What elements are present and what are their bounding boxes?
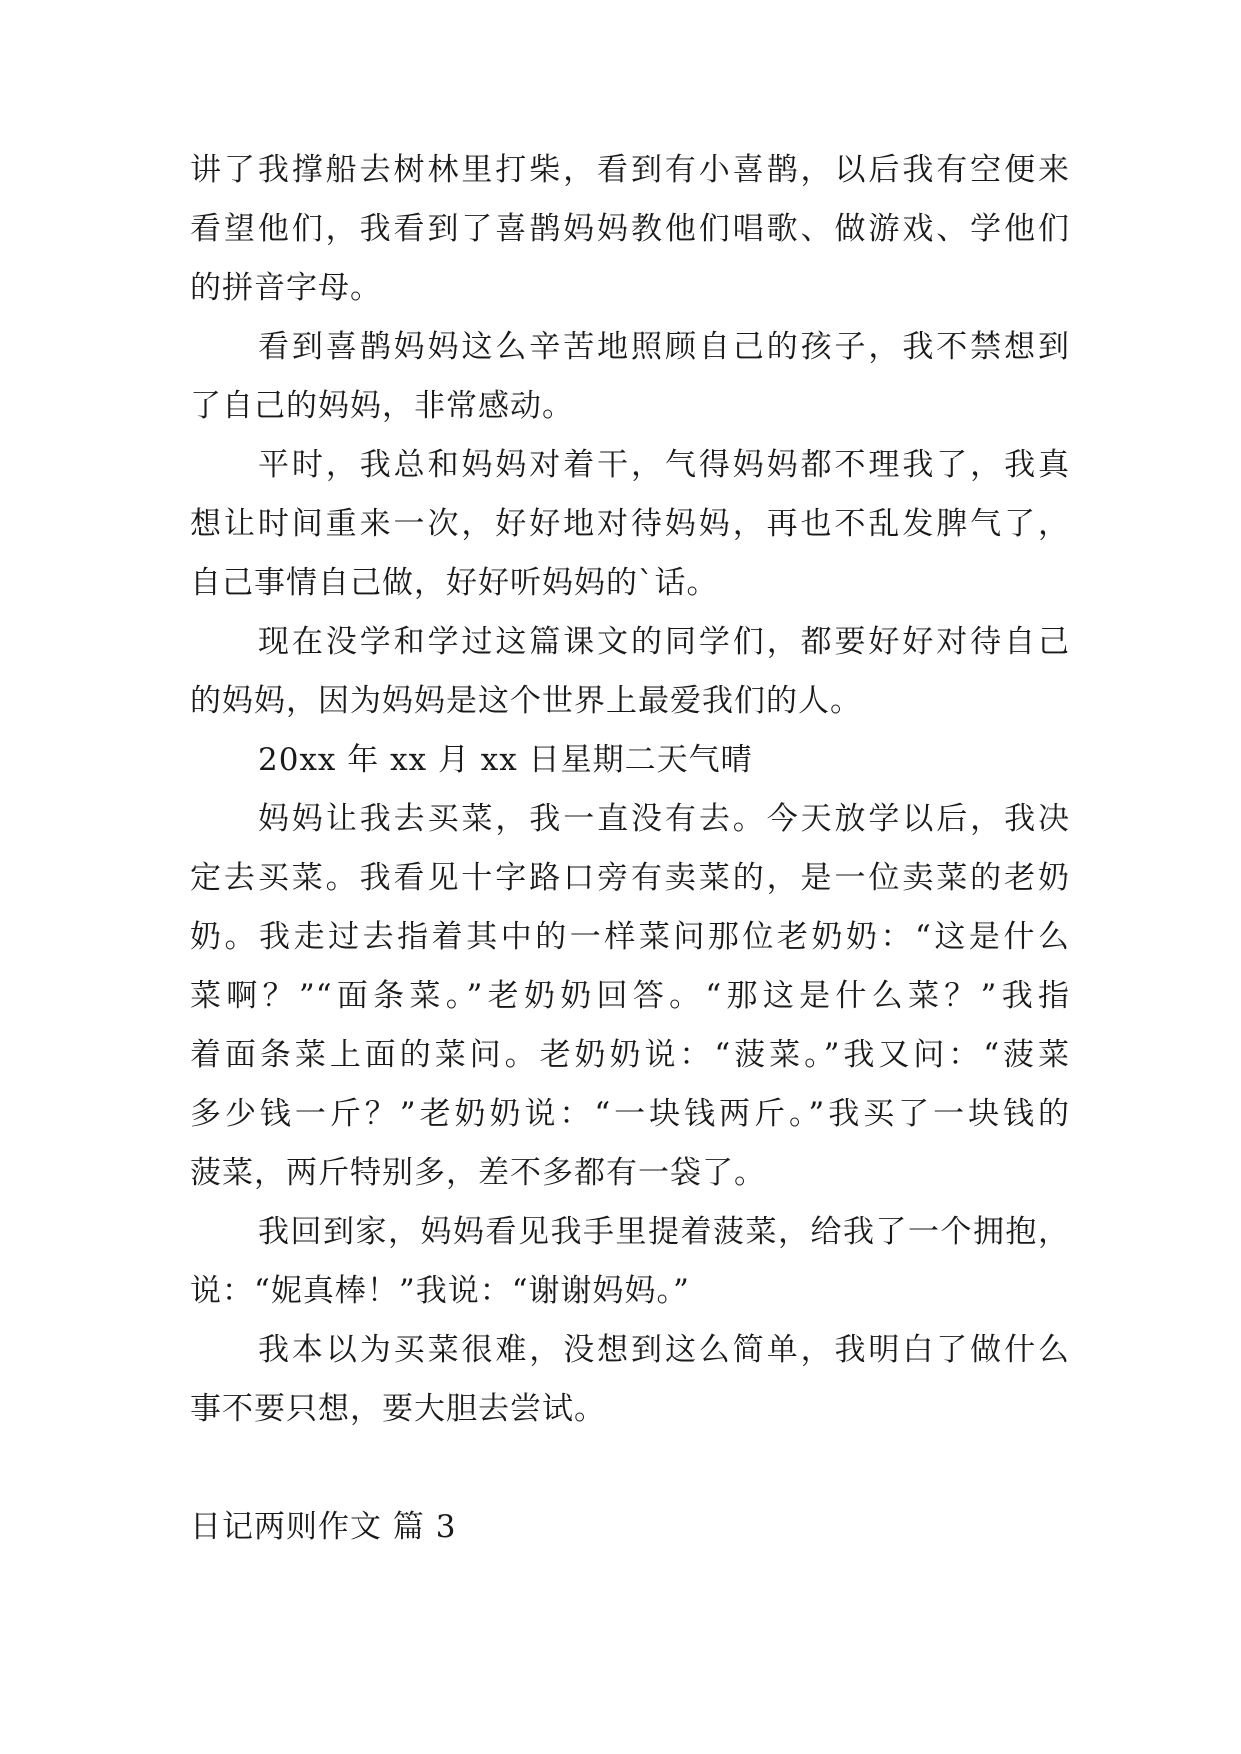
text-line: 菠菜，两斤特别多，差不多都有一袋了。 [190,1155,766,1191]
diary-date-line: 20xx 年 xx 月 xx 日星期二天气晴 [258,742,753,778]
paragraph-first-line: 现在没学和学过这篇课文的同学们，都要好好对待自己 [258,624,1070,660]
text-line: 了自己的妈妈，非常感动。 [190,388,574,424]
text-line: 说：“妮真棒！”我说：“谢谢妈妈。” [190,1273,690,1309]
text-line: 的拼音字母。 [190,270,382,306]
text-line: 着面条菜上面的菜问。老奶奶说：“菠菜。”我又问：“菠菜 [190,1037,1070,1073]
paragraph-first-line: 平时，我总和妈妈对着干，气得妈妈都不理我了，我真 [258,447,1070,483]
text-line: 定去买菜。我看见十字路口旁有卖菜的，是一位卖菜的老奶 [190,860,1070,896]
section-heading: 日记两则作文 篇 3 [190,1509,457,1545]
text-line: 事不要只想，要大胆去尝试。 [190,1391,606,1427]
text-line: 多少钱一斤？”老奶奶说：“一块钱两斤。”我买了一块钱的 [190,1096,1070,1132]
text-line: 菜啊？”“面条菜。”老奶奶回答。“那这是什么菜？”我指 [190,978,1070,1014]
text-line: 自己事情自己做，好好听妈妈的`话。 [190,565,719,601]
text-line: 看望他们，我看到了喜鹊妈妈教他们唱歌、做游戏、学他们 [190,211,1070,247]
paragraph-first-line: 我回到家，妈妈看见我手里提着菠菜，给我了一个拥抱， [258,1214,1070,1250]
text-line: 想让时间重来一次，好好地对待妈妈，再也不乱发脾气了， [190,506,1070,542]
paragraph-first-line: 我本以为买菜很难，没想到这么简单，我明白了做什么 [258,1332,1070,1368]
text-line: 讲了我撑船去树林里打柴，看到有小喜鹊，以后我有空便来 [190,152,1070,188]
paragraph-first-line: 看到喜鹊妈妈这么辛苦地照顾自己的孩子，我不禁想到 [258,329,1070,365]
paragraph-first-line: 妈妈让我去买菜，我一直没有去。今天放学以后，我决 [258,801,1070,837]
text-line: 的妈妈，因为妈妈是这个世界上最爱我们的人。 [190,683,862,719]
text-line: 奶。我走过去指着其中的一样菜问那位老奶奶：“这是什么 [190,919,1070,955]
